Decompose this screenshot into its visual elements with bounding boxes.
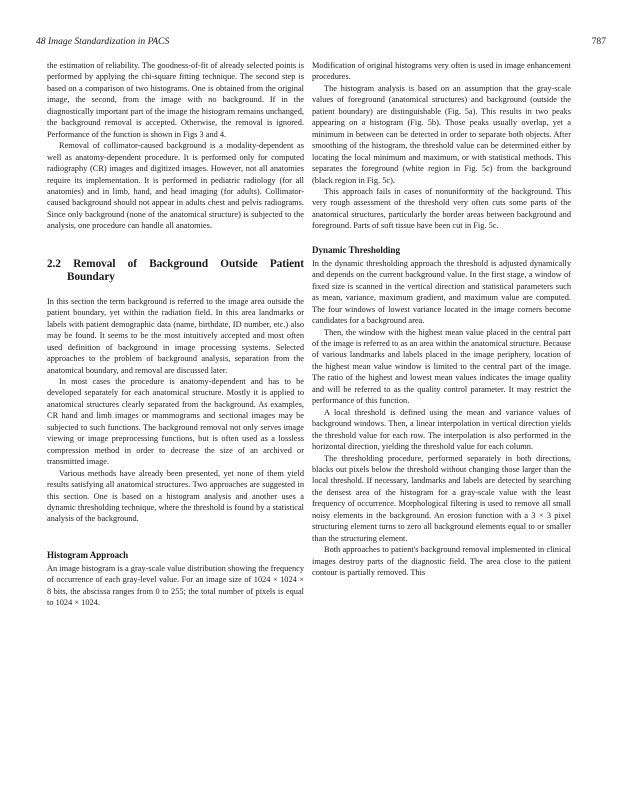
paragraph: An image histogram is a gray-scale value distribution showing the frequency of occurrence of each gray-level value. For an image size of 1024 × 1024 × 8 bits, the abscissa ranges from 0 to 255; the total number of pixels is equal to 1024 × 1024.: [47, 563, 304, 608]
paragraph: Then, the window with the highest mean value placed in the central part of the image is referred to as an area within the anatomical structure. Because of various landmarks and labels placed in the image periphery, location of the highest mean value window is limited to the central part of the image. The ratio of the highest and lowest mean values indicates the image quality and will be referred to as the quality control parameter. It may restrict the performance of this function.: [312, 327, 572, 406]
paragraph: In this section the term background is referred to the image area outside the patient boundary, yet within the radiation field. In this area landmarks or labels with patient demographic data (name, birthdate, ID number, etc.) also may be found. It seems to be the most intuitively accepted and most often used definition of background in image processing systems. Selected approaches to the problem of background analysis, separation from the anatomical boundary, and removal are discussed later.: [47, 296, 304, 375]
paragraph: Various methods have already been presented, yet none of them yield results satisfying all anatomical structures. Two approaches are suggested in this section. One is based on a histogram analysis and another uses a dynamic thresholding technique, where the threshold is found by a statistical analysis of the background.: [47, 468, 304, 524]
paragraph: Both approaches to patient's background removal implemented in clinical images destroy parts of the diagnostic field. The area close to the patient contour is partially removed. This: [312, 545, 571, 578]
paragraph: This approach fails in cases of nonuniformity of the background. This very rough assessment of the threshold very often cuts some parts of the anatomical structures, particularly the border areas between background and foreground. Parts of soft tissue have been cut in Fig. 5c.: [312, 186, 571, 231]
section-heading: 2.2 Removal of Background Outside Patient Boundary: [47, 257, 304, 284]
running-title: 48 Image Standardization in PACS: [36, 36, 170, 47]
left-column: [47, 60, 304, 609]
paragraph: The histogram analysis is based on an assumption that the gray-scale values of foreground (anatomical structures) and background (outside the patient boundary) are distinguishable (Fig. 5a). This results in two peaks appearing on a histogram (Fig. 5b). Those peaks usually overlap, yet a minimum in between can be detected in order to separate both objects. After smoothing of the histogram, the threshold value can be determined either by locating the local minimum and maximum, or with statistical methods. This separates the foreground (white region in Fig. 5c) from the background (black region in Fig. 5c).: [312, 83, 571, 185]
subsection-heading: Dynamic Thresholding: [312, 244, 400, 255]
paragraph: The thresholding procedure, performed separately in both directions, blacks out pixels below the threshold without changing those larger than the local threshold. If necessary, landmarks and labels are detected by searching the densest area of the histogram for a gray-scale value with the least frequency of occurrence. Morphological filtering is used to remove all small noisy elements in the background. An erosion function with a 3 × 3 pixel structuring element turns to zero all background elements equal to or smaller than the structuring element.: [312, 453, 571, 543]
page-number: 787: [591, 36, 606, 47]
paragraph: A local threshold is defined using the mean and variance values of background windows. Then, a linear interpolation in vertical direction yields the threshold value for each row. The interpolation is also performed in the horizontal direction, yielding the threshold value for each column.: [312, 407, 571, 452]
paragraph: Modification of original histograms very often is used in image enhancement procedures.: [312, 61, 571, 82]
paragraph: the estimation of reliability. The goodness-of-fit of already selected points is performed by applying the chi-square fitting technique. The second step is based on a comparison of two histograms. One is obtained from the original image, the second, from the image with no background. If in the diagnostically important part of the image the histogram remains unchanged, the background removal is accepted. Otherwise, the removal is ignored. Performance of the function is shown in Figs 3 and 4.: [47, 61, 304, 139]
paragraph: Removal of collimator-caused background is a modality-dependent as well as anatomy-dependent procedure. It is performed only for computed radiography (CR) images and digitized images. However, not all anatomies require its implementation. It is performed in pediatric radiology (for all anatomies) and in limb, hand, and head imaging (for adults). Collimator-caused background should not appear in adults chest and pelvis radiograms. Since only background (none of the anatomical structure) is subjected to the analysis, one procedure can handle all anatomies.: [47, 141, 304, 231]
paragraph: In the dynamic thresholding approach the threshold is adjusted dynamically and depends on the current background value. In the first stage, a window of fixed size is scanned in the vertical direction and statistical parameters such as mean, variance, maximum gradient, and maximum value are computed. The four windows of lowest variance located in the image corners become candidates for a background area.: [312, 258, 571, 326]
paragraph: In most cases the procedure is anatomy-dependent and has to be developed separately for each anatomical structure. Mostly it is applied to anatomical structures clearly separated from the background. As examples, CR hand and limb images or mammograms and sectional images may be subjected to such functions. The background removal not only serves image viewing or image preprocessing functions, but is often used as a lossless compression method in order to decrease the size of an archived or transmitted image.: [47, 376, 304, 467]
running-header: [36, 36, 606, 50]
right-column: [312, 60, 571, 578]
subsection-heading: Histogram Approach: [47, 549, 129, 560]
